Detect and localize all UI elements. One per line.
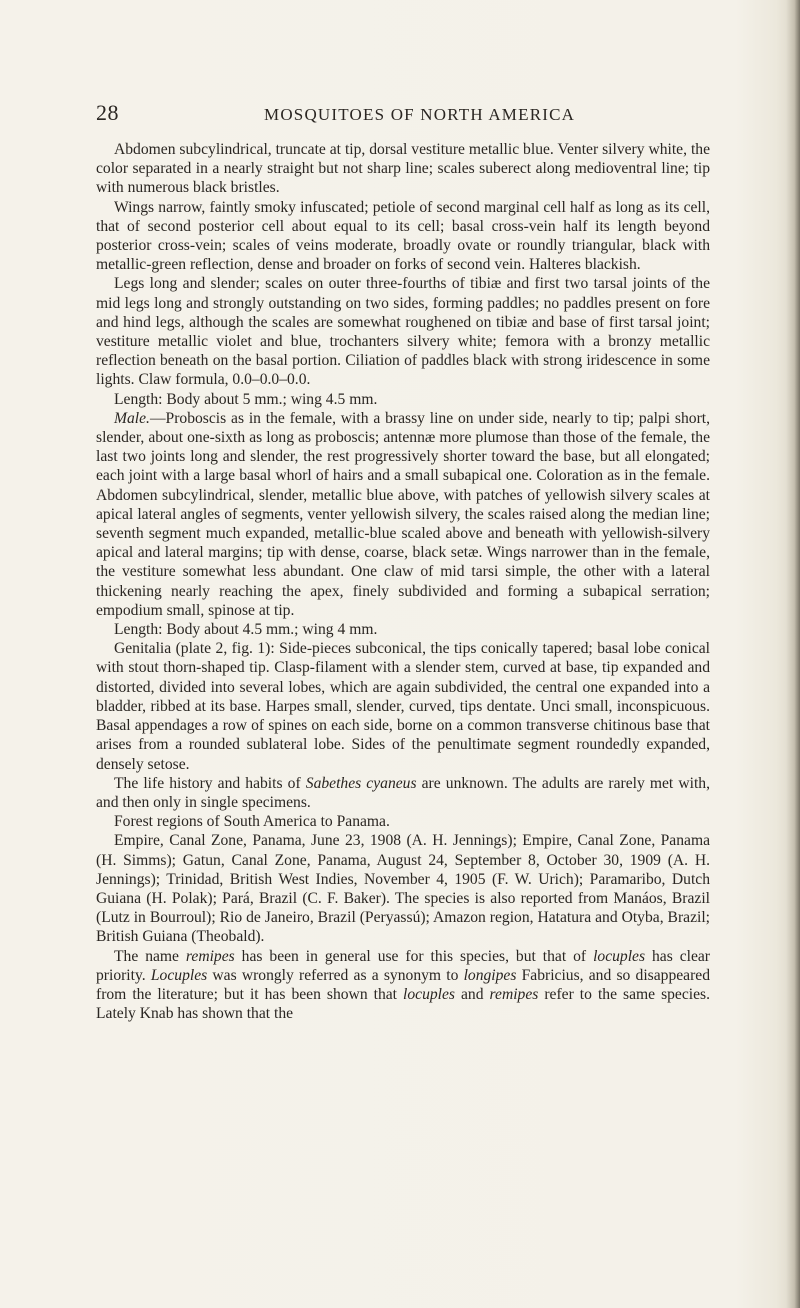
paragraph-localities [96,831,710,946]
italic-text-run: locuples [403,985,455,1003]
running-head: MOSQUITOES OF NORTH AMERICA [264,105,576,124]
italic-text-run: Locuples [150,966,208,984]
text-run: Wings narrow, faintly smoky infuscated; petiole of second marginal cell half as long as its cell, that of second posterior cell about equal to its cell; basal cross-vein half its length beyond posterior cross-vein; scales of veins moderate, broadly ovate or roundly triangular, black with metallic-green reflection, dense and broader on forks of second vein. Halteres blackish. [96,198,710,274]
text-run: Length: Body about 4.5 mm.; wing 4 mm. [114,621,378,639]
text-run: The life history and habits of [114,774,306,792]
paragraph-female-length [96,390,710,409]
paragraph-wings [96,198,710,275]
text-run: refer to the same species. Lately Knab has shown that the [96,985,710,1023]
text-run: are unknown. The adults are rarely met with, and then only in single specimens. [96,774,710,811]
paragraph-genitalia [96,639,710,773]
text-run: —Proboscis as in the female, with a brassy line on under side, nearly to tip; palpi short, slender, about one-sixth as long as proboscis; antennæ more plumose than those of the female, the last two joints long and slender, the rest progressively shorter toward the base, but all elongated; each joint with a large basal whorl of hairs and a small subapical one. Coloration as in the female. Abdomen subcylindrical, slender, metallic blue above, with patches of yellowish silvery scales at apical lateral angles of segments, venter yellowish silvery, the scales raised along the median line; seventh segment much expanded, metallic-blue scaled above and beneath with yellowish-silvery apical and lateral margins; tip with dense, coarse, black setæ. Wings narrower than in the female, the vestiture somewhat less abundant. One claw of mid tarsi simple, the other with a lateral thickening nearly reaching the apex, finely subdivided and forming a subapical serration; empodium small, spinose at tip. [96,409,710,619]
paragraph-abdomen [96,140,710,198]
italic-text-run: locuples [593,947,646,965]
text-run: has been in general use for this species, but that of [234,947,594,965]
paragraph-male-length [96,620,710,639]
text-run: Abdomen subcylindrical, truncate at tip, dorsal vestiture metallic blue. Venter silvery white, the color separated in a nearly straight but not sharp line; scales suberect along medioventral line; tip with numerous black bristles. [96,141,710,197]
paragraph-distribution [96,812,710,831]
text-run: was wrongly referred as a synonym to [207,966,464,984]
italic-text-run: remipes [185,947,235,965]
italic-text-run: remipes [489,985,539,1003]
paragraph-nomenclature [96,947,710,1024]
paragraph-life-history [96,774,710,812]
italic-text-run: Sabethes cyaneus [305,774,417,792]
text-run: Legs long and slender; scales on outer three-fourths of tibiæ and first two tarsal joints of the mid legs long and strongly outstanding on two sides, forming paddles; no paddles present on fore and hind legs, although the scales are somewhat roughened on tibiæ and base of first tarsal joint; vestiture metallic violet and blue, trochanters silvery white; femora with a bronzy metallic reflection beneath on the basal portion. Ciliation of paddles black with strong iridescence in some lights. Claw formula, 0.0–0.0–0.0. [96,275,710,389]
italic-text-run: longipes [463,966,517,984]
italic-text-run: Male. [114,409,150,427]
page-header [96,100,710,130]
body-text [96,140,710,1023]
text-run: Empire, Canal Zone, Panama, June 23, 1908 (A. H. Jennings); Empire, Canal Zone, Panama (H. Simms); Gatun, Canal Zone, Panama, August 24, September 8, October 30, 1909 (A. H. Jennings); Trinidad, British West Indies, November 4, 1905 (F. W. Urich); Paramaribo, Dutch Guiana (H. Polak); Pará, Brazil (C. F. Baker). The species is also reported from Manáos, Brazil (Lutz in Bourroul); Rio de Janeiro, Brazil (Peryassú); Amazon region, Hatatura and Otyba, Brazil; British Guiana (Theobald). [96,832,710,946]
page-number: 28 [96,100,119,125]
text-run: has clear priority. [96,947,711,984]
paragraph-male [96,409,710,620]
text-run: Genitalia (plate 2, fig. 1): Side-pieces subconical, the tips conically tapered; basal lobe conical with stout thorn-shaped tip. Clasp-filament with a slender stem, curved at base, tip expanded and distorted, divided into several lobes, which are again subdivided, the central one expanded into a bladder, ribbed at its base. Harpes small, slender, curved, tips dentate. Unci small, inconspicuous. Basal appendages a row of spines on each side, borne on a common transverse chitinous base that arises from a rounded sublateral lobe. Sides of the penultimate segment roundedly expanded, densely setose. [96,640,710,773]
paragraph-legs [96,274,710,389]
text-run: Forest regions of South America to Panama. [114,813,390,831]
text-run: Length: Body about 5 mm.; wing 4.5 mm. [114,390,378,408]
text-run: Fabricius, and so disappeared from the literature; but it has been shown that [96,966,711,1003]
text-run: and [455,985,490,1003]
page-edge-shadow [786,0,800,1308]
text-run: The name [114,947,186,965]
